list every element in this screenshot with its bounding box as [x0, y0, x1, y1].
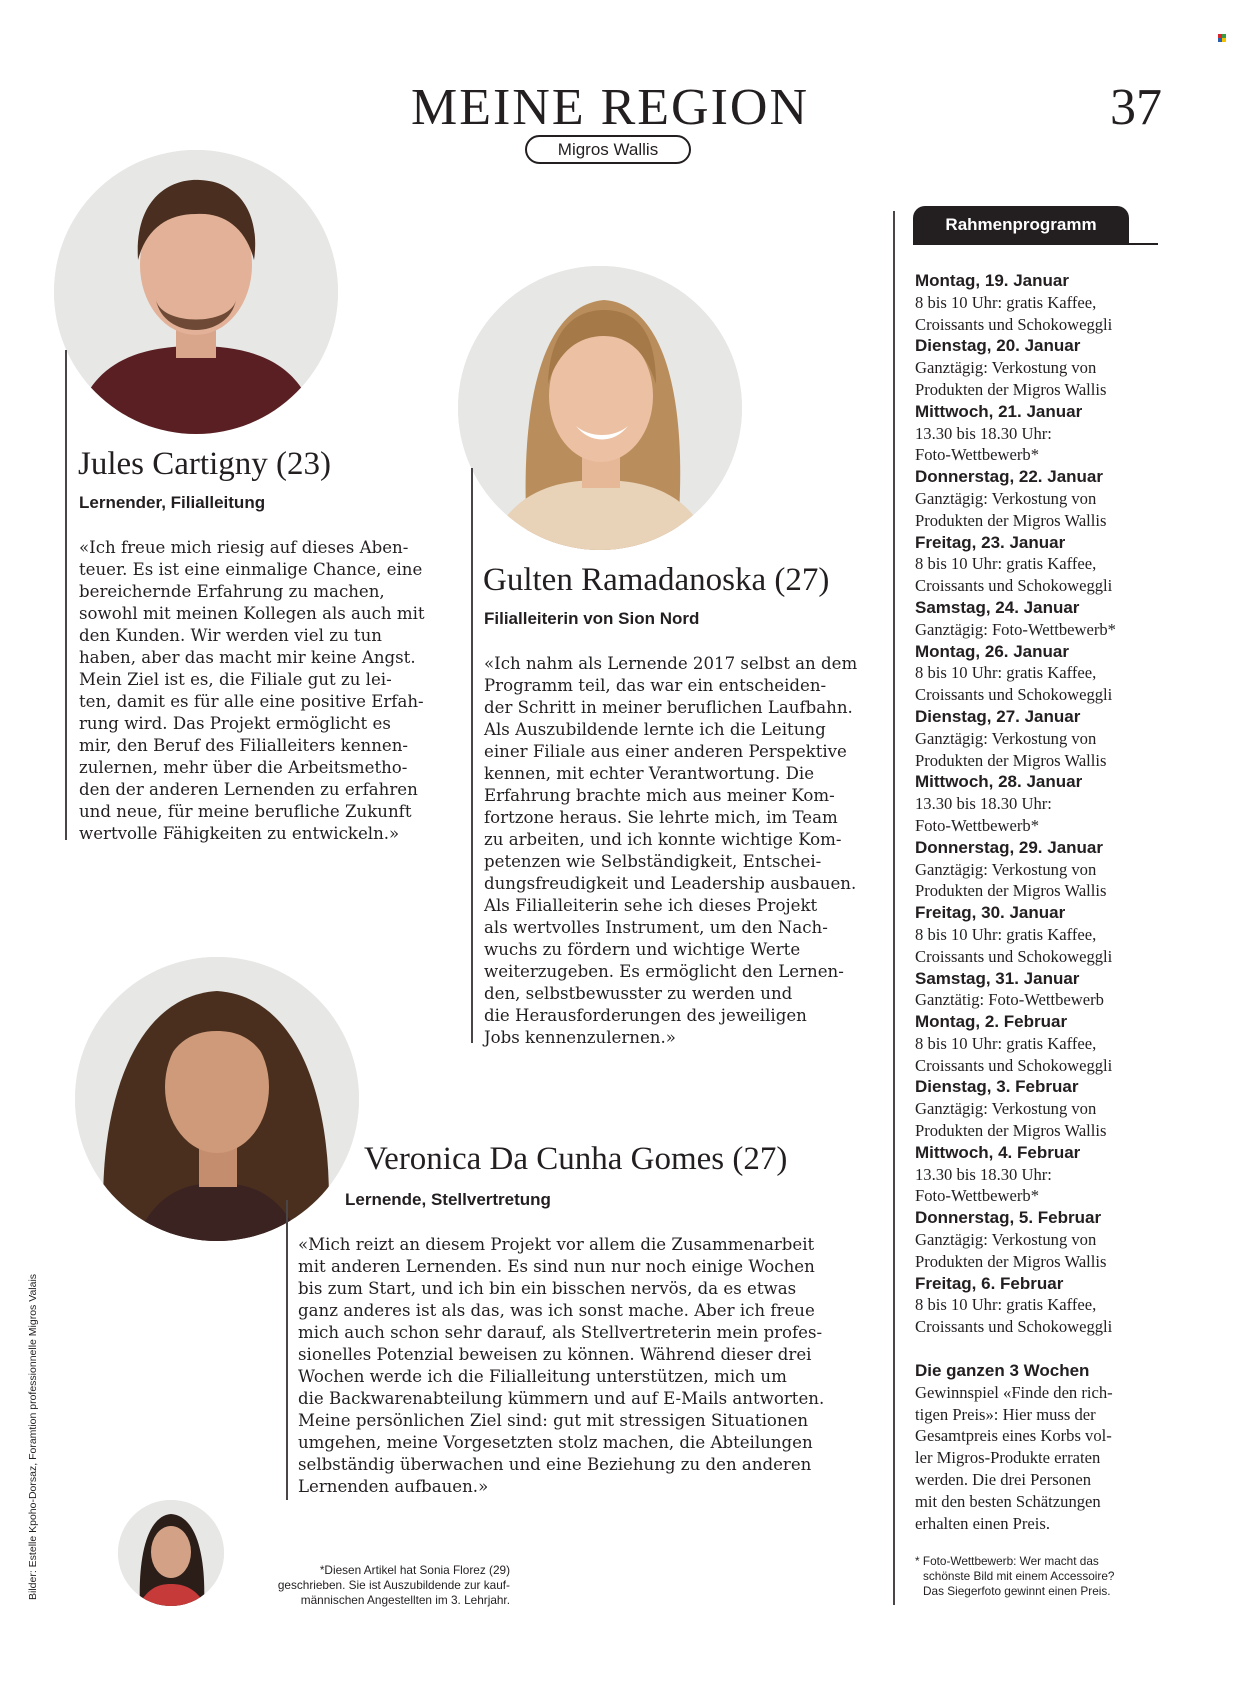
schedule-text: Produkten der Migros Wallis — [915, 1251, 1107, 1271]
schedule-text: Croissants und Schokoweggli — [915, 1317, 1113, 1337]
schedule-text: Croissants und Schokoweggli — [915, 314, 1113, 334]
schedule-item — [915, 1142, 1165, 1207]
schedule-day: Samstag, 31. Januar — [915, 968, 1080, 988]
contest-text: werden. Die drei Personen — [915, 1470, 1092, 1490]
schedule-item — [915, 641, 1165, 706]
quote-line: den Kunden. Wir werden viel zu tun — [79, 626, 382, 645]
photo-credit: Bilder: Estelle Kpoho-Dorsaz, Foramtion professionnelle Migros Valais — [27, 1273, 39, 1600]
quote-line: Als Filialleiterin sehe ich dieses Projekt — [484, 896, 818, 915]
name-gulten-ramadanoska: Gulten Ramadanoska (27) — [483, 562, 830, 598]
schedule-text: Ganztägig: Verkostung von — [915, 358, 1097, 378]
portrait-author-sonia-florez — [118, 1500, 224, 1606]
quote-line: der Schritt in meiner beruflichen Laufbahn. — [484, 698, 853, 717]
quote-line: «Ich nahm als Lernende 2017 selbst an dem — [484, 654, 858, 673]
schedule-text: 8 bis 10 Uhr: gratis Kaffee, — [915, 924, 1097, 944]
author-note — [255, 1563, 510, 1608]
schedule-item — [915, 1011, 1165, 1076]
author-note-line: männischen Angestellten im 3. Lehrjahr. — [300, 1593, 510, 1607]
schedule-text: 8 bis 10 Uhr: gratis Kaffee, — [915, 1033, 1097, 1053]
schedule-day: Donnerstag, 5. Februar — [915, 1208, 1102, 1228]
portrait-gulten-ramadanoska — [458, 266, 742, 550]
role-gulten-ramadanoska: Filialleiterin von Sion Nord — [484, 609, 700, 628]
schedule-day: Montag, 19. Januar — [915, 271, 1069, 290]
schedule-item — [915, 837, 1165, 902]
quote-line: petenzen wie Selbständigkeit, Entschei- — [484, 852, 822, 871]
quote-line: Jobs kennenzulernen.» — [484, 1028, 676, 1047]
quote-line: weiterzugeben. Es ermöglicht den Lernen- — [484, 962, 844, 981]
schedule-text: Croissants und Schokoweggli — [915, 685, 1113, 705]
contest-block — [915, 1360, 1165, 1534]
quote-line: den der anderen Lernenden zu erfahren — [79, 780, 418, 799]
name-veronica-da-cunha-gomes: Veronica Da Cunha Gomes (27) — [364, 1141, 788, 1177]
schedule-text: Croissants und Schokoweggli — [915, 576, 1113, 596]
schedule-item — [915, 1273, 1165, 1338]
schedule-day: Mittwoch, 28. Januar — [915, 772, 1083, 792]
quote-line: wertvolle Fähigkeiten zu entwickeln.» — [79, 824, 400, 843]
quote-line: Wochen werde ich die Filialleitung unterstützen, mich um — [298, 1367, 787, 1386]
schedule-day: Dienstag, 3. Februar — [915, 1077, 1079, 1097]
schedule-day: Montag, 26. Januar — [915, 641, 1069, 661]
schedule-item — [915, 1076, 1165, 1141]
portrait-veronica-da-cunha-gomes — [75, 957, 359, 1241]
quote-line: haben, aber das macht mir keine Angst. — [79, 648, 416, 667]
contest-text: Gewinnspiel «Finde den rich- — [915, 1382, 1113, 1402]
schedule-item — [915, 335, 1165, 400]
schedule-day: Freitag, 30. Januar — [915, 903, 1066, 923]
schedule-text: Produkten der Migros Wallis — [915, 750, 1107, 770]
quote-jules-cartigny — [79, 537, 425, 845]
quote-line: Programm teil, das war ein entscheiden- — [484, 676, 827, 695]
quote-gulten-ramadanoska — [484, 653, 857, 1049]
schedule-text: Produkten der Migros Wallis — [915, 881, 1107, 901]
schedule-text: Ganztägig: Verkostung von — [915, 728, 1097, 748]
schedule-item — [915, 1207, 1165, 1272]
schedule-text: 13.30 bis 18.30 Uhr: — [915, 423, 1052, 443]
quote-line: die Herausforderungen des jeweiligen — [484, 1006, 807, 1025]
page-title: MEINE REGION — [410, 79, 810, 136]
contest-title: Die ganzen 3 Wochen — [915, 1361, 1090, 1381]
schedule-text: Ganztägig: Verkostung von — [915, 488, 1097, 508]
footnote-line: * Foto-Wettbewerb: Wer macht das — [915, 1554, 1099, 1569]
quote-line: ten, damit es für alle eine positive Erfah- — [79, 692, 424, 711]
role-veronica-da-cunha-gomes: Lernende, Stellvertretung — [345, 1190, 551, 1209]
quote-veronica-da-cunha-gomes — [298, 1234, 824, 1498]
quote-line: kennen, mit echter Verantwortung. Die — [484, 764, 815, 783]
quote-line: Mein Ziel ist es, die Filiale gut zu lei- — [79, 670, 392, 689]
schedule-text: Foto-Wettbewerb* — [915, 1186, 1040, 1206]
schedule-text: Produkten der Migros Wallis — [915, 1121, 1107, 1141]
contest-text: tigen Preis»: Hier muss der — [915, 1404, 1096, 1424]
quote-line: dungsfreudigkeit und Leadership ausbauen. — [484, 874, 857, 893]
divider-gulten — [471, 468, 473, 1043]
quote-line: Lernenden aufbauen.» — [298, 1477, 489, 1496]
sidebar-title-rule — [913, 243, 1158, 245]
schedule-item — [915, 401, 1165, 466]
schedule-text: Croissants und Schokoweggli — [915, 1055, 1113, 1075]
schedule-day: Mittwoch, 4. Februar — [915, 1142, 1081, 1162]
quote-line: Erfahrung brachte mich aus meiner Kom- — [484, 786, 835, 805]
quote-line: mir, den Beruf des Filialleiters kennen- — [79, 736, 409, 755]
quote-line: die Backwarenabteilung kümmern und auf E-Mails antworten. — [298, 1389, 825, 1408]
quote-line: zulernen, mehr über die Arbeitsmetho- — [79, 758, 408, 777]
sidebar-title: Rahmenprogramm — [913, 206, 1129, 244]
schedule-text: 8 bis 10 Uhr: gratis Kaffee, — [915, 1295, 1097, 1315]
footnote-line: Das Siegerfoto gewinnt einen Preis. — [923, 1584, 1111, 1599]
footnote-line: schönste Bild mit einem Accessoire? — [923, 1569, 1115, 1584]
quote-line: Als Auszubildende lernte ich die Leitung — [484, 720, 826, 739]
quote-line: selbständig überwachen und eine Beziehung zu den anderen — [298, 1455, 812, 1474]
quote-line: den, selbstbewusster zu werden und — [484, 984, 793, 1003]
sidebar-footnote — [915, 1554, 1165, 1599]
quote-line: «Ich freue mich riesig auf dieses Aben- — [79, 538, 409, 557]
quote-line: rung wird. Das Projekt ermöglicht es — [79, 714, 391, 733]
schedule-item — [915, 270, 1165, 335]
schedule-text: 8 bis 10 Uhr: gratis Kaffee, — [915, 292, 1097, 312]
quote-line: «Mich reizt an diesem Projekt vor allem die Zusammenarbeit — [298, 1235, 815, 1254]
schedule-item — [915, 706, 1165, 771]
schedule-text: Foto-Wettbewerb* — [915, 445, 1040, 465]
quote-line: wuchs zu fördern und wichtige Werte — [484, 940, 801, 959]
schedule-day: Montag, 2. Februar — [915, 1012, 1068, 1032]
schedule-text: Ganztägig: Foto-Wettbewerb* — [915, 619, 1116, 639]
quote-line: teuer. Es ist eine einmalige Chance, eine — [79, 560, 423, 579]
schedule-text: Foto-Wettbewerb* — [915, 815, 1040, 835]
schedule-day: Dienstag, 20. Januar — [915, 336, 1081, 356]
quote-line: zu arbeiten, und ich konnte wichtige Kom- — [484, 830, 842, 849]
role-jules-cartigny: Lernender, Filialleitung — [79, 493, 266, 512]
quote-line: fortzone heraus. Sie lehrte mich, im Team — [484, 808, 838, 827]
quote-line: einer Filiale aus einer anderen Perspektive — [484, 742, 847, 761]
schedule-day: Donnerstag, 29. Januar — [915, 837, 1104, 857]
quote-line: sowohl mit meinen Kollegen als auch mit — [79, 604, 425, 623]
contest-text: Gesamtpreis eines Korbs vol- — [915, 1426, 1112, 1446]
schedule-item — [915, 597, 1165, 641]
quote-line: ganz anderes ist als das, was ich sonst mache. Aber ich freue — [298, 1301, 815, 1320]
schedule-text: 13.30 bis 18.30 Uhr: — [915, 794, 1052, 814]
schedule-text: 8 bis 10 Uhr: gratis Kaffee, — [915, 663, 1097, 683]
schedule-item — [915, 968, 1165, 1012]
author-note-line: geschrieben. Sie ist Auszubildende zur kauf- — [277, 1578, 510, 1592]
contest-text: ler Migros-Produkte erraten — [915, 1448, 1101, 1468]
divider-jules — [65, 350, 67, 840]
schedule-text: Ganztägig: Verkostung von — [915, 859, 1097, 879]
schedule-item — [915, 466, 1165, 531]
schedule-text: Ganztägig: Verkostung von — [915, 1230, 1097, 1250]
name-jules-cartigny: Jules Cartigny (23) — [78, 446, 331, 482]
schedule-day: Samstag, 24. Januar — [915, 597, 1080, 617]
contest-text: mit den besten Schätzungen — [915, 1491, 1101, 1511]
divider-veronica — [286, 1200, 288, 1500]
author-note-line: *Diesen Artikel hat Sonia Florez (29) — [319, 1563, 510, 1577]
schedule-text: 8 bis 10 Uhr: gratis Kaffee, — [915, 554, 1097, 574]
schedule-item — [915, 532, 1165, 597]
quote-line: sionelles Potenzial beweisen zu können. Während dieser drei — [298, 1345, 812, 1364]
quote-line: mich auch schon sehr darauf, als Stellvertreterin mein profes- — [298, 1323, 823, 1342]
region-badge: Migros Wallis — [525, 135, 691, 164]
schedule-text: Produkten der Migros Wallis — [915, 510, 1107, 530]
quote-line: umgehen, meine Vorgesetzten stolz machen, die Abteilungen — [298, 1433, 813, 1452]
page-number: 37 — [1110, 79, 1162, 136]
schedule-day: Freitag, 6. Februar — [915, 1273, 1064, 1293]
portrait-jules-cartigny — [54, 150, 338, 434]
corner-color-mark — [1218, 34, 1226, 42]
contest-text: erhalten einen Preis. — [915, 1513, 1051, 1533]
schedule-text: Ganztägig: Verkostung von — [915, 1099, 1097, 1119]
schedule-list — [915, 270, 1165, 1599]
quote-line: mit anderen Lernenden. Es sind nun nur noch einige Wochen — [298, 1257, 815, 1276]
schedule-text: Ganztätig: Foto-Wettbewerb — [915, 990, 1104, 1010]
quote-line: bereichernde Erfahrung zu machen, — [79, 582, 385, 601]
schedule-item — [915, 902, 1165, 967]
schedule-day: Donnerstag, 22. Januar — [915, 467, 1104, 487]
schedule-day: Dienstag, 27. Januar — [915, 706, 1081, 726]
quote-line: bis zum Start, und ich bin ein bisschen nervös, da es etwas — [298, 1279, 797, 1298]
schedule-text: Produkten der Migros Wallis — [915, 379, 1107, 399]
schedule-day: Freitag, 23. Januar — [915, 532, 1066, 552]
schedule-day: Mittwoch, 21. Januar — [915, 401, 1083, 421]
schedule-item — [915, 771, 1165, 836]
quote-line: und neue, für meine berufliche Zukunft — [79, 802, 412, 821]
schedule-text: 13.30 bis 18.30 Uhr: — [915, 1164, 1052, 1184]
quote-line: als wertvolles Instrument, um den Nach- — [484, 918, 828, 937]
quote-line: Meine persönlichen Ziel sind: gut mit stressigen Situationen — [298, 1411, 809, 1430]
schedule-text: Croissants und Schokoweggli — [915, 946, 1113, 966]
sidebar-divider — [893, 211, 895, 1605]
